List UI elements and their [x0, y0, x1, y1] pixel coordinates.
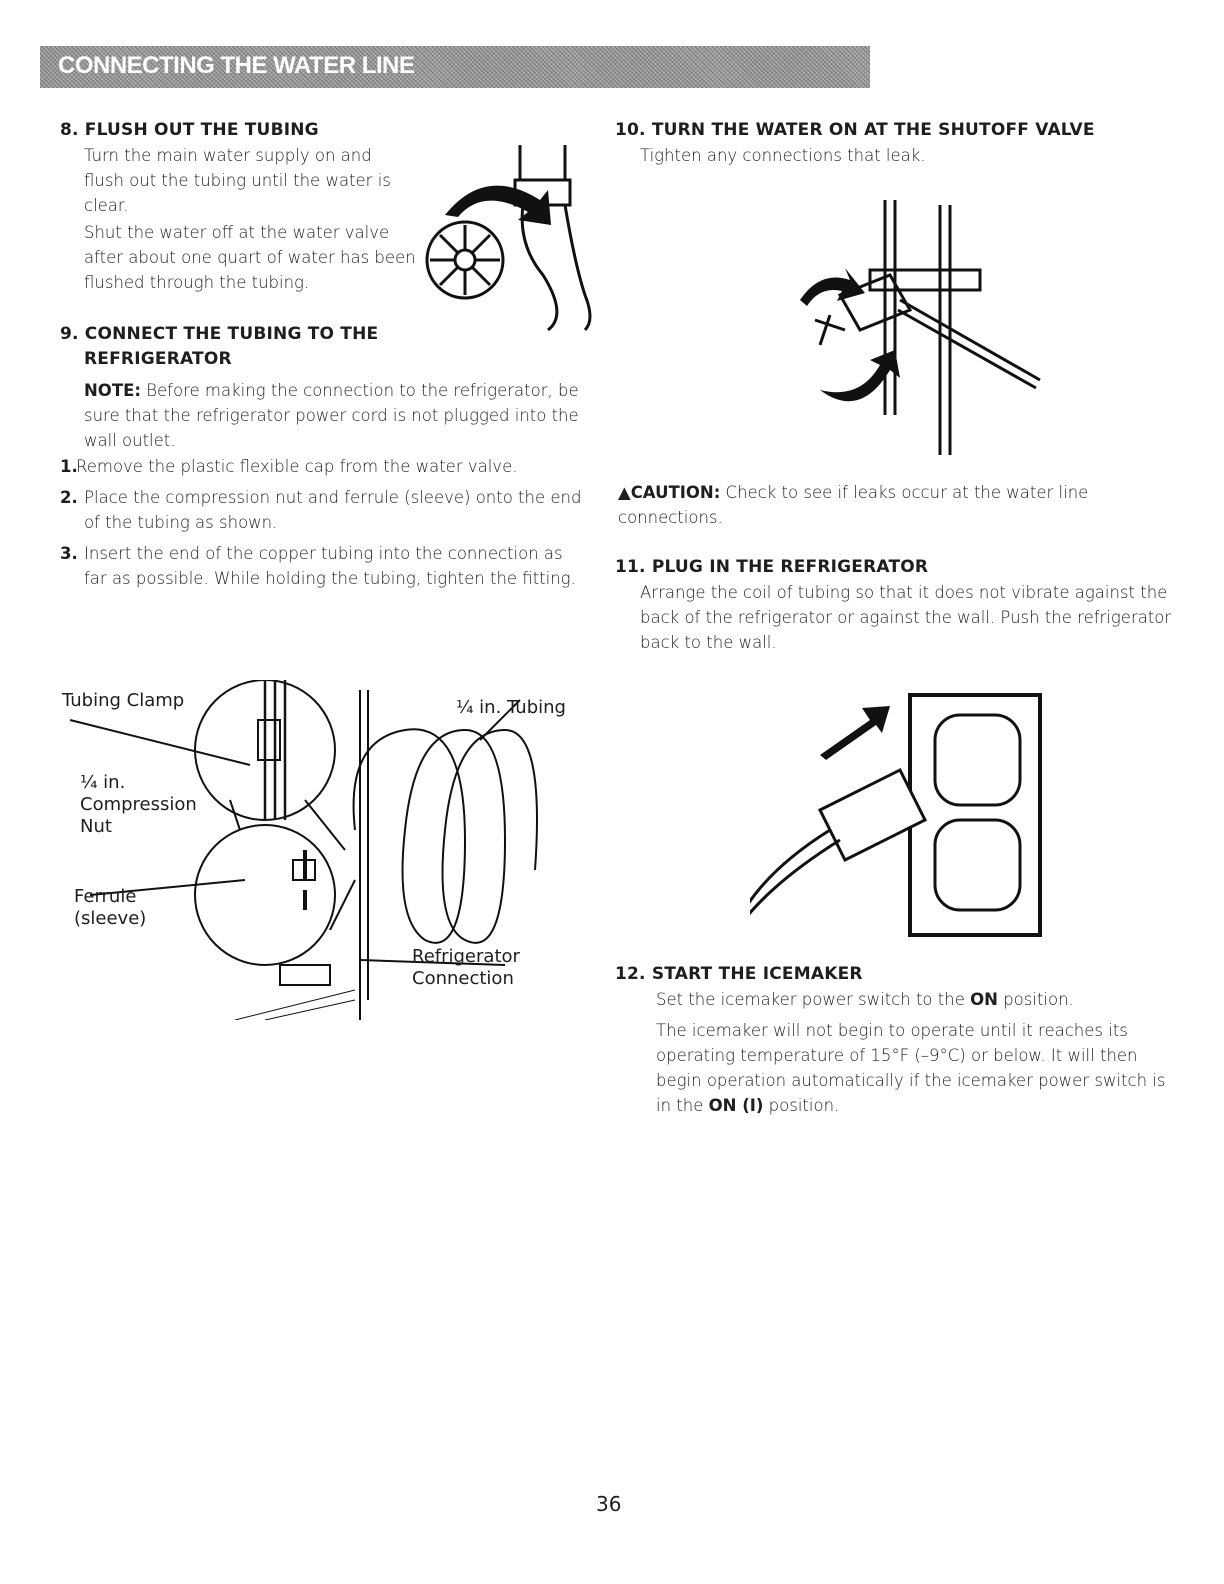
step9-note	[84, 378, 589, 453]
step12-heading: 12. START THE ICEMAKER	[615, 964, 863, 984]
step11-text: Arrange the coil of tubing so that it does not vibrate against the back of the refrigerator or against the wall. Push the refrigerator back to the wall.	[640, 583, 1172, 652]
step9-heading-line2: REFRIGERATOR	[84, 349, 232, 369]
list-item	[60, 485, 590, 535]
label-compression-nut	[80, 772, 197, 838]
warning-icon: ▲	[618, 483, 631, 502]
list-text: Insert the end of the copper tubing into the connection as far as possible. While holding the tubing, tighten the fitting.	[84, 544, 576, 588]
note-text: Before making the connection to the refrigerator, be sure that the refrigerator power cord is not plugged into the wall outlet.	[84, 381, 579, 450]
list-text: Remove the plastic flexible cap from the water valve.	[76, 457, 518, 476]
label-quarter-tubing: ¼ in. Tubing	[456, 697, 566, 718]
water-valve-illustration	[415, 140, 595, 335]
nut-line3: Nut	[80, 816, 112, 837]
ferrule-line1: Ferrule	[74, 886, 137, 907]
list-num: 1.	[60, 457, 78, 476]
nut-line1: ¼ in.	[80, 772, 126, 793]
on-label: ON	[970, 990, 998, 1009]
caution-label: CAUTION:	[630, 483, 721, 502]
step9-heading	[60, 322, 378, 372]
step9-heading-line1: 9. CONNECT THE TUBING TO THE	[60, 324, 379, 344]
step9-list	[60, 454, 590, 591]
step12-text2	[656, 1018, 1166, 1118]
wall-outlet-illustration	[750, 680, 1050, 945]
caution-text	[618, 480, 1178, 530]
list-item	[60, 454, 590, 479]
list-num: 3.	[60, 544, 78, 563]
step11-heading: 11. PLUG IN THE REFRIGERATOR	[615, 557, 929, 577]
step8-text1: Turn the main water supply on and flush out the tubing until the water is clear.	[84, 146, 391, 215]
list-num: 2.	[60, 488, 78, 507]
section-title: CONNECTING THE WATER LINE	[58, 52, 415, 79]
label-ferrule	[74, 886, 146, 930]
nut-line2: Compression	[80, 794, 197, 815]
caution-message: Check to see if leaks occur at the water line connections.	[618, 483, 1089, 527]
shutoff-valve-illustration	[770, 195, 1050, 460]
section-header-bar	[40, 46, 870, 88]
step8-heading: 8. FLUSH OUT THE TUBING	[60, 120, 319, 140]
step8-text2: Shut the water off at the water valve after about one quart of water has been flushed through the tubing.	[84, 223, 416, 292]
list-text: Place the compression nut and ferrule (sleeve) onto the end of the tubing as shown.	[84, 488, 582, 532]
on-label: ON (I)	[708, 1096, 764, 1115]
step12-text1	[656, 987, 1176, 1012]
note-label: NOTE:	[84, 381, 141, 400]
text-part: The icemaker will not begin to operate until it reaches its operating temperature of 15°F (–9°C) or below. It will then begin operation automatically if the icemaker power switch is in the	[656, 1021, 1166, 1115]
conn-line2: Connection	[412, 968, 514, 989]
text-part: position.	[763, 1096, 840, 1115]
label-refrigerator-connection	[412, 946, 520, 990]
text-part: position.	[997, 990, 1074, 1009]
ferrule-line2: (sleeve)	[74, 908, 147, 929]
label-tubing-clamp: Tubing Clamp	[62, 690, 185, 711]
step10-text: Tighten any connections that leak.	[640, 146, 926, 165]
step10-heading: 10. TURN THE WATER ON AT THE SHUTOFF VALVE	[615, 120, 1095, 140]
page-number: 36	[596, 1492, 622, 1516]
text-part: Set the icemaker power switch to the	[656, 990, 971, 1009]
conn-line1: Refrigerator	[412, 946, 520, 967]
list-item	[60, 541, 590, 591]
